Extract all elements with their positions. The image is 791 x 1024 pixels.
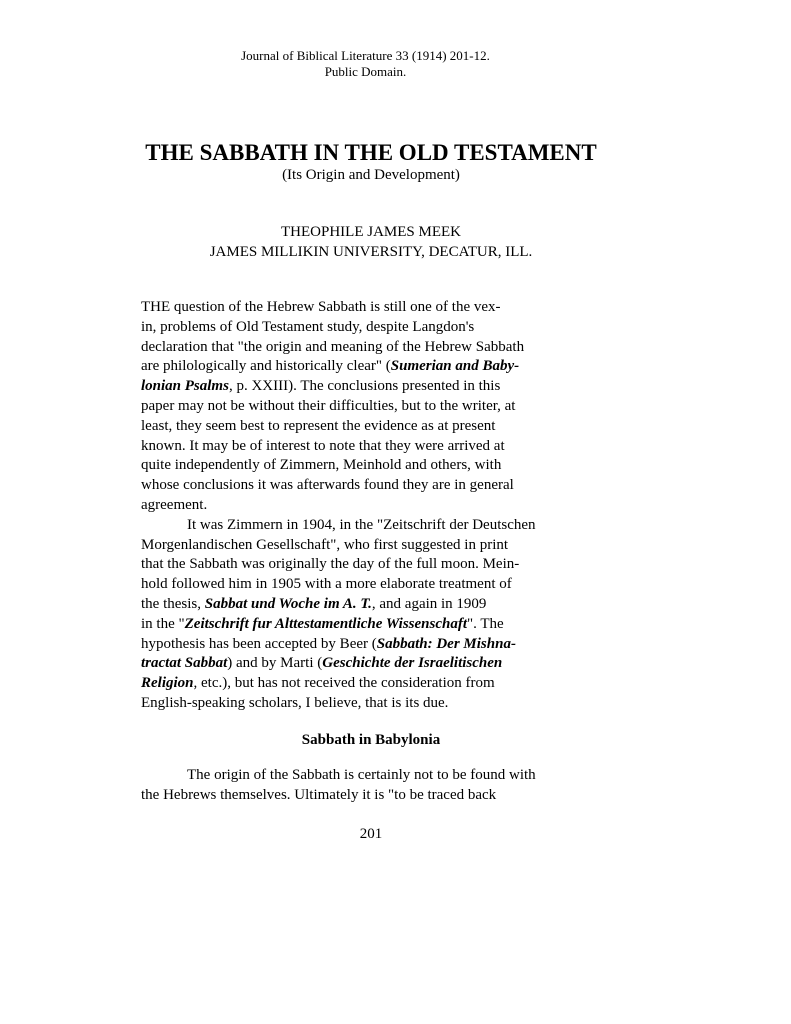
body-text-continued (141, 766, 597, 806)
italic-text: Sabbath: Der Mishna- (376, 635, 516, 652)
text-run: English-speaking scholars, I believe, that is its due. (141, 694, 449, 711)
text-run: paper may not be without their difficulties, but to the writer, at (141, 397, 516, 414)
article-subtitle: (Its Origin and Development) (282, 167, 460, 183)
italic-text: Sabbat und Woche im A. T. (204, 595, 372, 612)
text-run: The origin of the Sabbath is certainly not to be found with (187, 767, 536, 783)
license-line: Public Domain. (324, 64, 407, 79)
text-line (141, 536, 597, 556)
author-affiliation: JAMES MILLIKIN UNIVERSITY, DECATUR, ILL. (209, 244, 533, 260)
paragraph-2 (141, 516, 597, 714)
text-line (141, 496, 597, 516)
text-run: known. It may be of interest to note that they were arrived at (141, 437, 505, 454)
italic-text: Geschichte der Israelitischen (322, 655, 503, 672)
text-line (141, 595, 597, 615)
text-run: Morgenlandischen Gesellschaft", who first suggested in print (141, 536, 509, 553)
author-block (0, 222, 742, 262)
text-line (141, 575, 597, 595)
text-run: ". The (467, 615, 504, 632)
text-line (141, 318, 597, 338)
page-number: 201 (359, 826, 383, 842)
text-line (141, 694, 597, 714)
italic-text: lonian Psalms (141, 378, 229, 395)
body-text (141, 298, 597, 714)
text-line (141, 615, 597, 635)
text-line (141, 555, 597, 575)
citation-line: Journal of Biblical Literature 33 (1914) 201-12. (241, 48, 490, 63)
text-run: ) and by Marti ( (227, 655, 323, 672)
text-line (141, 417, 597, 437)
paragraph-1 (141, 298, 597, 516)
text-line (141, 516, 597, 536)
text-run: in the " (141, 615, 185, 632)
text-run: , etc.), but has not received the consideration from (193, 675, 495, 692)
text-line (141, 635, 597, 655)
text-line (141, 766, 597, 786)
text-line (141, 377, 597, 397)
italic-text: Zeitschrift fur Alttestamentliche Wissenschaft (184, 615, 468, 632)
text-run: agreement. (141, 496, 208, 513)
text-run: , and again in 1909 (371, 595, 487, 612)
article-title: THE SABBATH IN THE OLD TESTAMENT (145, 140, 597, 165)
text-run: hypothesis has been accepted by Beer ( (141, 635, 377, 652)
text-run: are philologically and historically clear" ( (141, 358, 391, 375)
text-line (141, 397, 597, 417)
text-run: that the Sabbath was originally the day of the full moon. Mein- (141, 556, 520, 573)
citation-header (0, 48, 731, 80)
text-line (141, 674, 597, 694)
author-name: THEOPHILE JAMES MEEK (281, 224, 461, 240)
text-run: the Hebrews themselves. Ultimately it is "to be traced back (141, 786, 497, 803)
italic-text: Sumerian and Baby- (390, 358, 520, 375)
text-line (141, 298, 597, 318)
text-line (141, 338, 597, 358)
text-line (141, 357, 597, 377)
text-line (141, 786, 597, 806)
text-run: THE question of the Hebrew Sabbath is still one of the vex- (141, 299, 501, 315)
text-run: whose conclusions it was afterwards found they are in general (141, 477, 514, 494)
text-line (141, 437, 597, 457)
text-run: the thesis, (141, 595, 205, 612)
text-run: in, problems of Old Testament study, despite Langdon's (141, 318, 475, 335)
text-line (141, 654, 597, 674)
text-run: least, they seem best to represent the evidence as at present (141, 417, 496, 434)
text-run: quite independently of Zimmern, Meinhold and others, with (141, 457, 502, 474)
text-line (141, 476, 597, 496)
italic-text: tractat Sabbat (141, 655, 228, 672)
text-run: hold followed him in 1905 with a more elaborate treatment of (141, 576, 512, 593)
text-run: declaration that "the origin and meaning of the Hebrew Sabbath (141, 338, 525, 355)
section-heading: Sabbath in Babylonia (301, 732, 441, 748)
paragraph-3 (141, 766, 597, 806)
text-line (141, 456, 597, 476)
text-run: , p. XXIII). The conclusions presented in this (228, 378, 501, 395)
italic-text: Religion (141, 675, 194, 692)
text-run: It was Zimmern in 1904, in the "Zeitschrift der Deutschen (187, 516, 536, 533)
